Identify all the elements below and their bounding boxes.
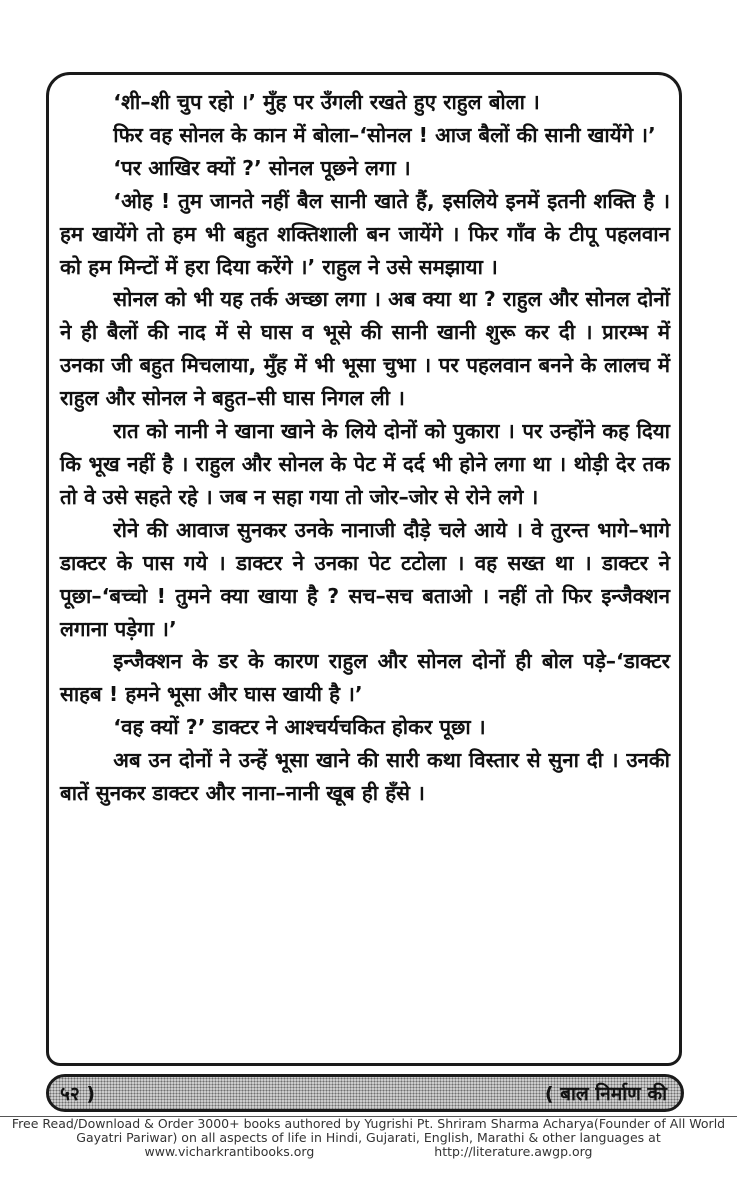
story-text [60, 86, 670, 810]
page-number: ५२ ) [60, 1083, 96, 1105]
credit-footer [0, 1116, 737, 1159]
paragraph: ‘शी–शी चुप रहो ।’ मुँह पर उँगली रखते हुए राहुल बोला । [113, 90, 540, 114]
paragraph: रात को नानी ने खाना खाने के लिये दोनों को पुकारा । पर उन्होंने कह दिया कि भूख नहीं है । राहुल और सोनल के पेट में दर्द भी होने लगा था । थोड़ी देर तक तो वे उसे सहते रहे । जब न सहा गया तो जोर–जोर से रोने लगे । [60, 419, 670, 509]
paragraph: अब उन दोनों ने उन्हें भूसा खाने की सारी कथा विस्तार से सुना दी । उनकी बातें सुनकर डाक्टर और नाना–नानी खूब ही हँसे । [60, 748, 670, 806]
book-title: ( बाल निर्माण की [544, 1083, 667, 1105]
paragraph: ‘पर आखिर क्यों ?’ सोनल पूछने लगा । [113, 155, 411, 180]
paragraph: ‘वह क्यों ?’ डाक्टर ने आश्चर्यचकित होकर पूछा । [113, 715, 486, 740]
paragraph: इन्जैक्शन के डर के कारण राहुल और सोनल दोनों ही बोल पड़े–‘डाक्टर साहब ! हमने भूसा और घास खायी है ।’ [60, 649, 670, 707]
vicharkranti-link[interactable]: www.vicharkrantibooks.org [144, 1144, 315, 1159]
paragraph: रोने की आवाज सुनकर उनके नानाजी दौड़े चले आये । वे तुरन्त भागे–भागे डाक्टर के पास गये । डाक्टर ने उनका पेट टटोला । वह सख्त था । डाक्टर ने पूछा–‘बच्चो ! तुमने क्या खाया है ? सच–सच बताओ । नहीं तो फिर इन्जैक्शन लगाना पड़ेगा ।’ [60, 517, 670, 641]
awgp-link[interactable]: http://literature.awgp.org [434, 1144, 593, 1159]
paragraph: फिर वह सोनल के कान में बोला–‘सोनल ! आज बैलों की सानी खायेंगे ।’ [113, 122, 656, 147]
paragraph: ‘ओह ! तुम जानते नहीं बैल सानी खाते हैं, इसलिये इनमें इतनी शक्ति है । हम खायेंगे तो हम भी बहुत शक्तिशाली बन जायेंगे । फिर गाँव के टीपू पहलवान को हम मिन्टों में हरा दिया करेंगे ।’ राहुल ने उसे समझाया । [60, 188, 670, 279]
paragraph: सोनल को भी यह तर्क अच्छा लगा । अब क्या था ? राहुल और सोनल दोनों ने ही बैलों की नाद में से घास व भूसे की सानी खानी शुरू कर दी । प्रारम्भ में उनका जी बहुत मिचलाया, मुँह में भी भूसा चुभा । पर पहलवान बनने के लालच में राहुल और सोनल ने बहुत–सी घास निगल ली । [60, 287, 670, 411]
credit-text: Free Read/Download & Order 3000+ books authored by Yugrishi Pt. Shriram Sharma Acharya(Founder of All World Gayatri Pariwar) on all aspects of life in Hindi, Gujarati, English, Marathi & other languages at [11, 1116, 726, 1145]
credit-links [0, 1145, 737, 1159]
